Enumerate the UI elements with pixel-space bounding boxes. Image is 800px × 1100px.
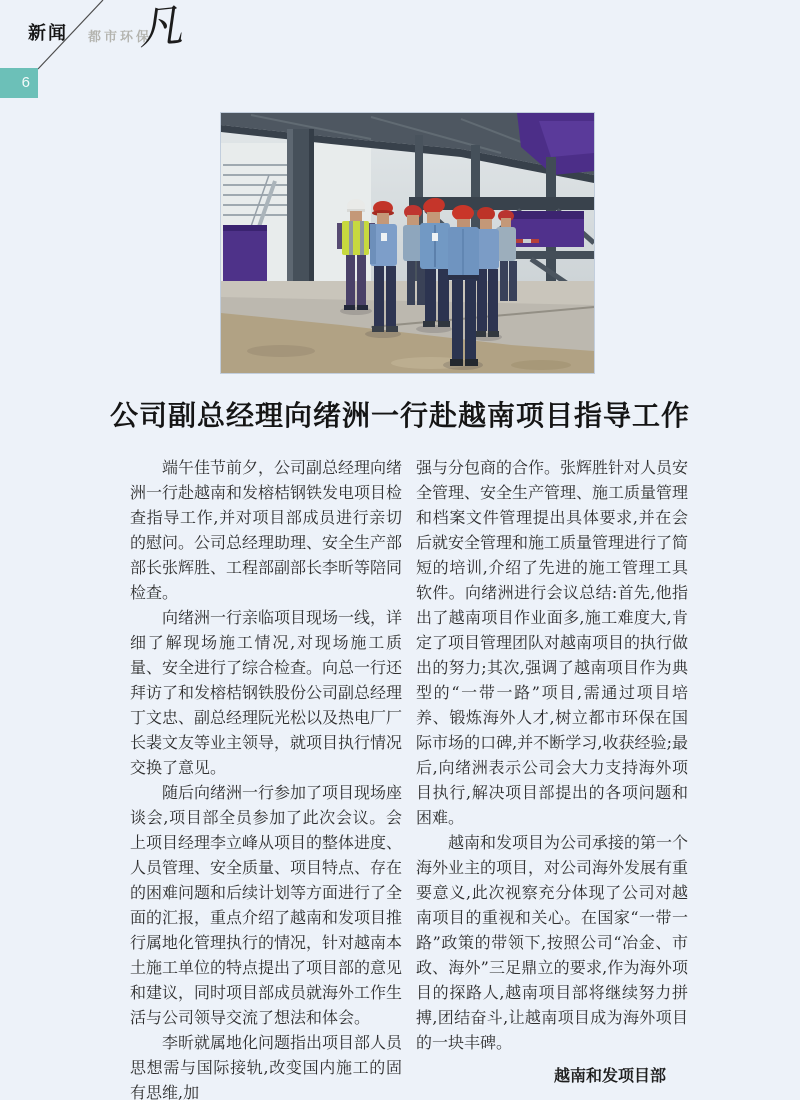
paragraph: 随后向绪洲一行参加了项目现场座谈会,项目部全员参加了此次会议。会上项目经理李立峰从项目的整体进度、人员管理、安全质量、项目特点、存在的困难问题和后续计划等方面进行了全面的汇报，重点介绍了越南和发项目推行属地化管理执行的情况，针对越南本土施工单位的特点提出了项目部的意见和建议，同时项目部成员就海外工作生活与公司领导交流了想法和体会。: [130, 783, 403, 1027]
photo-illustration: [221, 113, 594, 373]
site-inspection-photo: [220, 112, 595, 374]
left-column: [130, 455, 402, 1100]
paragraph-continuation: 强与分包商的合作。张辉胜针对人员安全管理、安全生产管理、施工质量管理和档案文件管理提出具体要求,并在会后就安全管理和施工质量管理进行了简短的培训,介绍了先进的施工管理工具软件。向绪洲进行会议总结:首先,他指出了越南项目作业面多,施工难度大,肯定了项目管理团队对越南项目的执行做出的努力;其次,强调了越南项目作为典型的“一带一路”项目,需通过项目培养、锻炼海外人才,树立都市环保在国际市场的口碑,并不断学习,收获经验;最后,向绪洲表示公司会大力支持海外项目执行,解决项目部提出的各项问题和困难。: [416, 458, 689, 827]
section-label: 新闻: [28, 23, 68, 43]
paragraph: 向绪洲一行亲临项目现场一线，详细了解现场施工情况,对现场施工质量、安全进行了综合检查。向总一行还拜访了和发榕桔钢铁股份公司副总经理丁文忠、副总经理阮光松以及热电厂厂长裴文友等业主领导，就项目执行情况交换了意见。: [130, 608, 403, 777]
paragraph: 端午佳节前夕，公司副总经理向绪洲一行赴越南和发榕桔钢铁发电项目检查指导工作,并对项目部成员进行亲切的慰问。公司总经理助理、安全生产部部长张辉胜、工程部副部长李昕等陪同检查。: [130, 458, 403, 602]
masthead-title: 都市环保: [88, 30, 153, 45]
article-signature: 越南和发项目部: [553, 1066, 666, 1085]
article-headline: 公司副总经理向绪洲一行赴越南项目指导工作: [109, 400, 690, 431]
page-number-badge: 6: [0, 68, 38, 98]
right-column: [416, 455, 688, 1088]
paragraph: 李昕就属地化问题指出项目部人员思想需与国际接轨,改变国内施工的固有思维,加: [130, 1033, 403, 1100]
paragraph: 越南和发项目为公司承接的第一个海外业主的项目，对公司海外发展有重要意义,此次视察充分体现了公司对越南项目的重视和关心。在国家“一带一路”政策的带领下,按照公司“冶金、市政、海外”三足鼎立的要求,作为海外项目的探路人,越南项目部将继续努力拼搏,团结奋斗,让越南项目成为海外项目的一块丰碑。: [416, 833, 689, 1052]
calligraphy-mark: 凡: [135, 0, 185, 56]
